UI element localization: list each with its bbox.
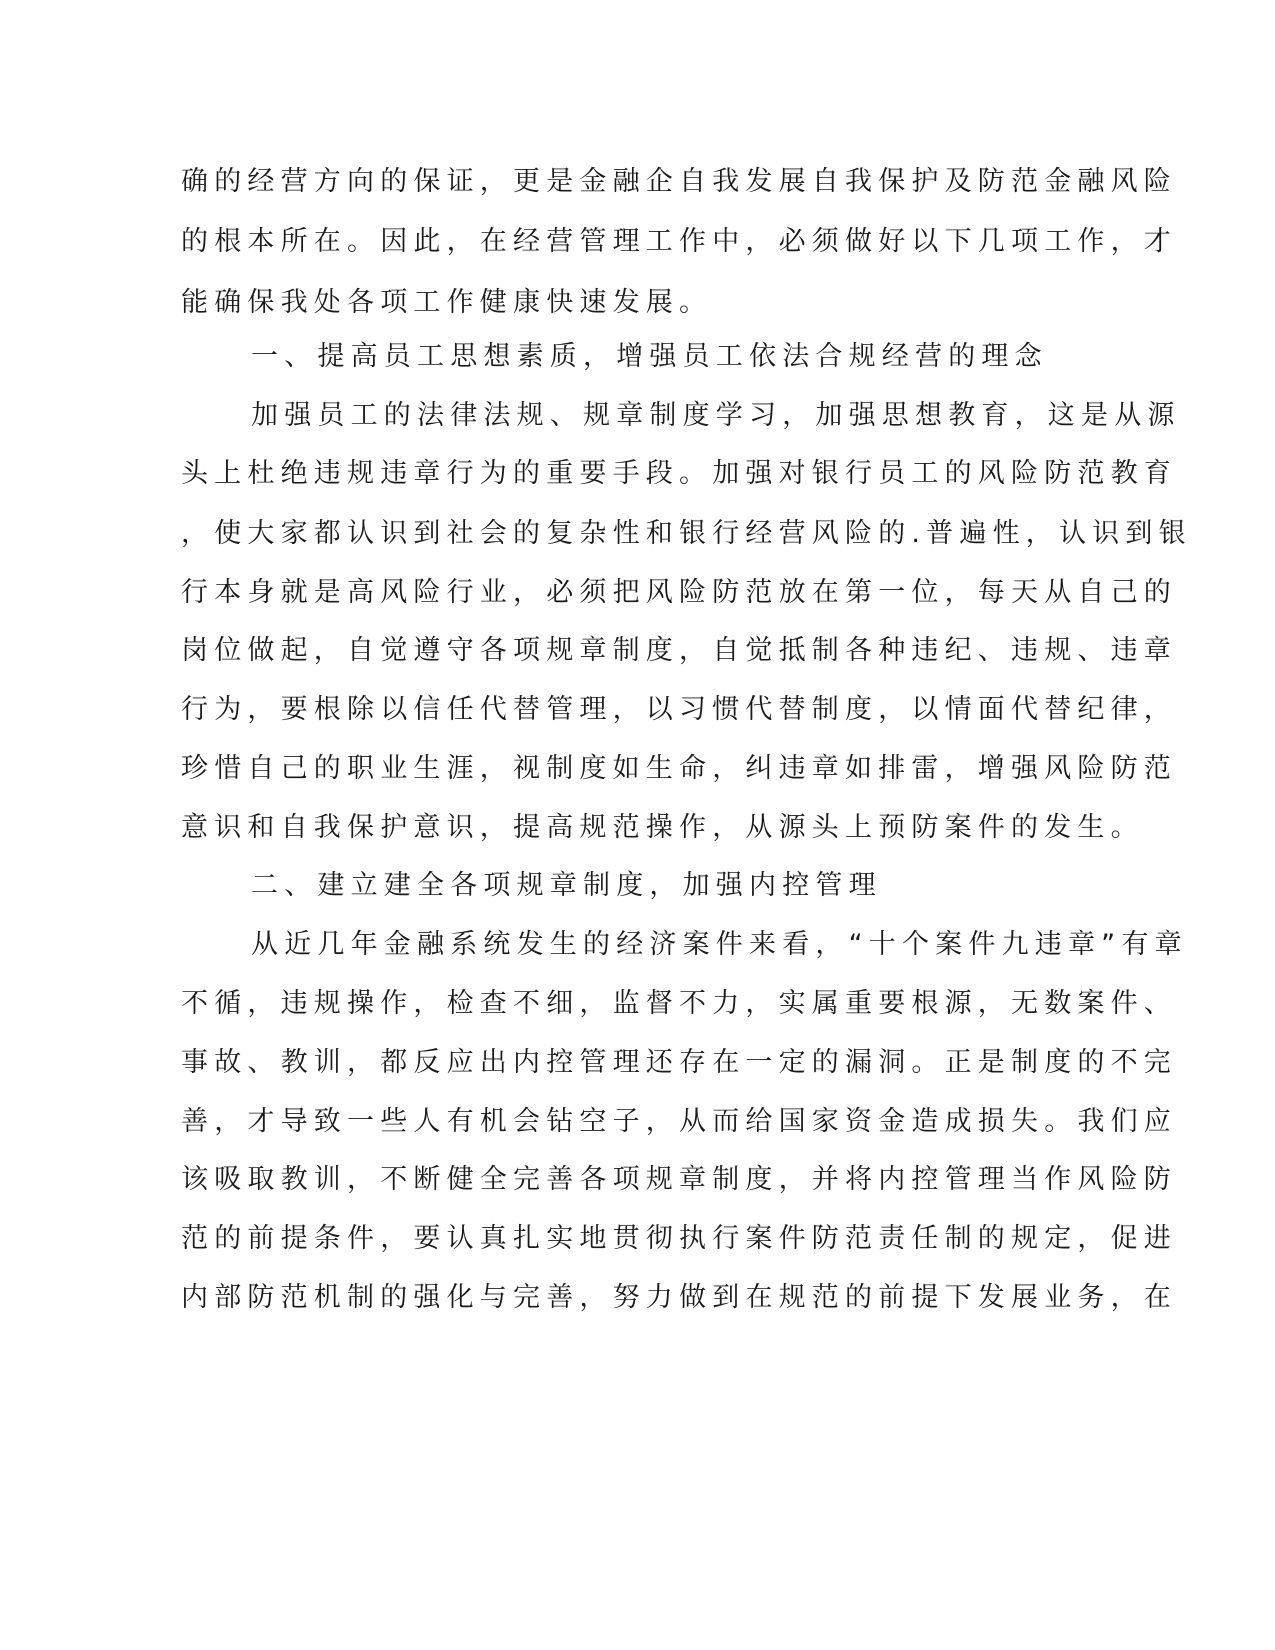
body-text-line: 岗位做起，自觉遵守各项规章制度，自觉抵制各种违纪、违规、违章 [181, 635, 1177, 666]
body-text-line: 范的前提条件，要认真扎实地贯彻执行案件防范责任制的规定，促进 [181, 1223, 1177, 1254]
body-text-line: 头上杜绝违规违章行为的重要手段。加强对银行员工的风险防范教育 [181, 458, 1177, 489]
body-text-line: 确的经营方向的保证，更是金融企自我发展自我保护及防范金融风险 [181, 166, 1177, 197]
body-text-line: 善，才导致一些人有机会钻空子，从而给国家资金造成损失。我们应 [181, 1106, 1177, 1137]
body-text-line: 从近几年金融系统发生的经济案件来看，“十个案件九违章”有章 [251, 929, 1188, 960]
body-text-line: 行本身就是高风险行业，必须把风险防范放在第一位，每天从自己的 [181, 577, 1177, 608]
body-text-line: 加强员工的法律法规、规章制度学习，加强思想教育，这是从源 [251, 400, 1181, 431]
body-text-line: 意识和自我保护意识，提高规范操作，从源头上预防案件的发生。 [181, 812, 1144, 843]
section-heading-2: 二、建立建全各项规章制度，加强内控管理 [251, 870, 882, 901]
body-text-line: 的根本所在。因此，在经营管理工作中，必须做好以下几项工作，才 [181, 226, 1177, 257]
body-text-line: 能确保我处各项工作健康快速发展。 [181, 287, 713, 318]
body-text-line: ，使大家都认识到社会的复杂性和银行经营风险的.普遍性，认识到银 [181, 518, 1192, 549]
body-text-line: 行为，要根除以信任代替管理，以习惯代替制度，以情面代替纪律， [181, 694, 1177, 725]
body-text-line: 不循，违规操作，检查不细，监督不力，实属重要根源，无数案件、 [181, 988, 1177, 1019]
body-text-line: 内部防范机制的强化与完善，努力做到在规范的前提下发展业务，在 [181, 1282, 1177, 1313]
section-heading-1: 一、提高员工思想素质，增强员工依法合规经营的理念 [251, 341, 1048, 372]
body-text-line: 事故、教训，都反应出内控管理还存在一定的漏洞。正是制度的不完 [181, 1047, 1177, 1078]
body-text-line: 该吸取教训，不断健全完善各项规章制度，并将内控管理当作风险防 [181, 1164, 1177, 1195]
body-text-line: 珍惜自己的职业生涯，视制度如生命，纠违章如排雷，增强风险防范 [181, 753, 1177, 784]
